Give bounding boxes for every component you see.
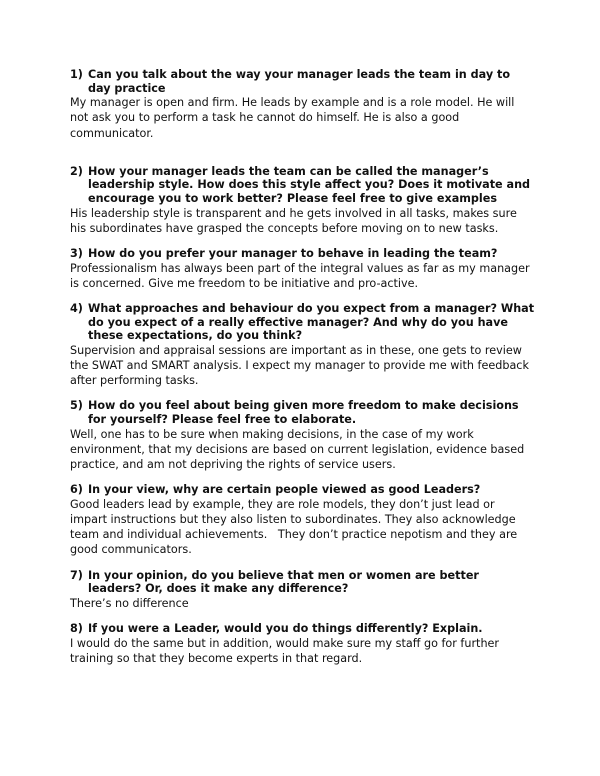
question-text: In your opinion, do you believe that men or women are better leaders? Or, does it make any difference? <box>88 568 479 596</box>
question-text: If you were a Leader, would you do things differently? Explain. <box>88 621 483 635</box>
qa-item-1 <box>70 68 535 141</box>
document-page <box>70 68 535 666</box>
question-number: 7) <box>70 568 83 582</box>
qa-item-7 <box>70 569 535 611</box>
answer-5: Well, one has to be sure when making decisions, in the case of my work environment, that my decisions are based on current legislation, evidence based practice, and am not depriving the rights of service users. <box>70 427 525 471</box>
answer-7: There’s no difference <box>70 596 189 610</box>
answer-2: His leadership style is transparent and he gets involved in all tasks, makes sure his subordinates have grasped the concepts before moving on to new tasks. <box>70 206 517 235</box>
question-number: 3) <box>70 246 83 260</box>
question-1 <box>70 68 535 95</box>
question-number: 5) <box>70 399 83 413</box>
question-5 <box>70 399 535 426</box>
answer-6: Good leaders lead by example, they are role models, they don’t just lead or impart instructions but they also listen to subordinates. They also acknowledge team and individual achievements. They don’t practice nepotism and they are good communicators. <box>70 497 521 557</box>
question-text: What approaches and behaviour do you expect from a manager? What do you expect of a really effective manager? And why do you have these expectations, do you think? <box>88 301 535 343</box>
qa-item-3 <box>70 247 535 291</box>
qa-item-8 <box>70 622 535 666</box>
question-6 <box>70 483 535 497</box>
question-text: How do you prefer your manager to behave in leading the team? <box>88 246 498 260</box>
question-4 <box>70 302 535 343</box>
question-number: 8) <box>70 621 83 635</box>
answer-3: Professionalism has always been part of the integral values as far as my manager is concerned. Give me freedom to be initiative and pro-active. <box>70 261 530 290</box>
qa-item-2 <box>70 165 535 236</box>
question-text: How your manager leads the team can be called the manager’s leadership style. How does this style affect you? Does it motivate and encourage you to work better? Please feel free to give examples <box>88 164 531 205</box>
question-7 <box>70 569 535 596</box>
question-text: In your view, why are certain people viewed as good Leaders? <box>88 483 481 497</box>
qa-item-6 <box>70 483 535 557</box>
question-number: 6) <box>70 483 83 497</box>
question-8 <box>70 622 535 636</box>
question-2 <box>70 165 535 206</box>
question-3 <box>70 247 535 261</box>
answer-8: I would do the same but in addition, would make sure my staff go for further training so that they become experts in that regard. <box>70 636 500 665</box>
question-text: Can you talk about the way your manager leads the team in day to day practice <box>88 68 511 95</box>
question-number: 2) <box>70 164 83 178</box>
question-text: How do you feel about being given more freedom to make decisions for yourself? Please feel free to elaborate. <box>88 399 519 426</box>
question-number: 4) <box>70 301 83 315</box>
qa-item-4 <box>70 302 535 388</box>
qa-item-5 <box>70 399 535 472</box>
answer-1: My manager is open and firm. He leads by example and is a role model. He will not ask you to perform a task he cannot do himself. He is also a good communicator. <box>70 96 515 140</box>
question-number: 1) <box>70 68 83 81</box>
answer-4: Supervision and appraisal sessions are important as in these, one gets to review the SWAT and SMART analysis. I expect my manager to provide me with feedback after performing tasks. <box>70 343 529 388</box>
